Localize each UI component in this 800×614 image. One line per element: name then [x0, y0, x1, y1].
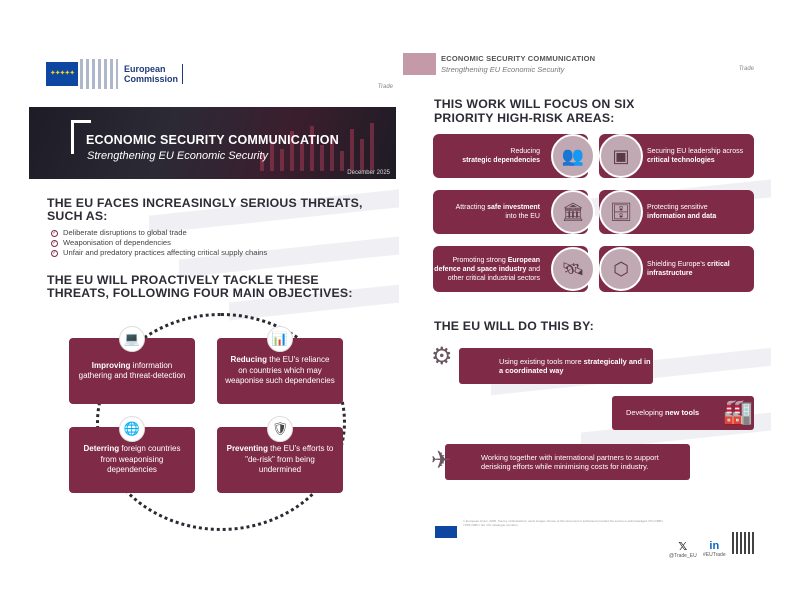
legal-footer: © European Union, 2025. Source of illustrations: stock images. Reuse of this document is authorised provided the source is acknowledged. Print ISBN / PDF ISBN / doi / KF catalogue numbers. — [463, 519, 663, 527]
area-text: Protecting sensitive — [647, 204, 708, 211]
logo-text-line-1: European — [124, 64, 166, 74]
objectives-heading-line-1: THE EU WILL PROACTIVELY TACKLE THESE — [47, 273, 319, 287]
x-handle: @Trade_EU — [669, 553, 697, 559]
linkedin-social-link[interactable] — [703, 540, 726, 558]
globe-icon: 🌐 — [119, 416, 145, 442]
list-item — [51, 248, 267, 258]
objective-text: foreign countries from weaponising dependencies — [100, 444, 181, 475]
partners-illustration-icon: ✈ — [431, 447, 452, 474]
threats-list — [51, 228, 267, 258]
area-bold: critical technologies — [647, 157, 715, 164]
objective-text: the EU's reliance on countries which may weaponise such dependencies — [225, 355, 335, 386]
x-social-link[interactable] — [669, 540, 697, 559]
action-card — [459, 348, 653, 384]
objective-text: information gathering and threat-detection — [78, 360, 186, 380]
area-text: Securing EU leadership across — [647, 148, 744, 155]
do-heading: THE EU WILL DO THIS BY: — [434, 319, 594, 333]
area-text: Shielding Europe's — [647, 261, 708, 268]
infrastructure-icon: ⬡ — [599, 247, 643, 291]
objectives-heading — [47, 274, 353, 300]
threat-text: Unfair and predatory practices affecting critical supply chains — [63, 248, 268, 257]
action-bold: new tools — [665, 408, 700, 418]
microchip-icon: ▣ — [599, 134, 643, 178]
objective-bold: Improving — [91, 360, 131, 370]
area-bold: critical infrastructure — [647, 261, 730, 277]
berlaymont-building-icon — [80, 59, 118, 89]
check-circle-icon: ✓ — [52, 229, 57, 236]
right-page — [401, 42, 771, 572]
area-text: Reducing — [510, 148, 540, 155]
eu-flag-icon: ✦✦✦✦✦ — [46, 62, 78, 86]
focus-heading-line-2: PRIORITY HIGH-RISK AREAS: — [434, 111, 615, 125]
objective-text: the EU's efforts to "de-risk" from being undermined — [245, 444, 334, 475]
objective-bold: Reducing — [230, 355, 267, 365]
european-commission-logo — [46, 59, 183, 89]
left-page — [29, 42, 399, 572]
threats-heading-line-1: THE EU FACES INCREASINGLY SERIOUS THREATS, — [47, 196, 363, 210]
satellite-icon: 🛰 — [551, 247, 595, 291]
area-text: and other critical industrial sectors — [447, 265, 540, 282]
x-logo-icon: 𝕏 — [678, 541, 688, 553]
linkedin-logo-icon: in — [709, 540, 720, 552]
hero-date: December 2025 — [347, 170, 390, 176]
area-bold: strategic dependencies — [462, 157, 540, 164]
area-bold: safe investment — [487, 204, 540, 211]
threat-text: Deliberate disruptions to global trade — [63, 228, 187, 237]
area-text: Promoting strong — [452, 256, 508, 264]
action-card — [445, 444, 690, 480]
threats-heading — [47, 197, 363, 223]
check-circle-icon: ✓ — [52, 239, 57, 246]
area-text: Attracting — [455, 204, 488, 211]
linkedin-handle: #EUTrade — [703, 552, 726, 558]
list-item — [51, 238, 267, 248]
area-bold: European defence and space industry — [434, 256, 540, 273]
action-bold: strategically and in a coordinated way — [499, 356, 651, 375]
header-accent-bar — [403, 53, 436, 75]
objective-bold: Preventing — [226, 444, 268, 454]
tools-illustration-icon: ⚙ — [431, 343, 453, 370]
focus-heading — [434, 97, 635, 125]
eu-logo-small-icon — [435, 526, 457, 538]
hero-banner — [29, 107, 396, 179]
focus-heading-line-1: THIS WORK WILL FOCUS ON SIX — [434, 97, 635, 111]
factory-illustration-icon: 🏭 — [723, 399, 753, 426]
hero-subtitle: Strengthening EU Economic Security — [87, 150, 268, 162]
area-bold: information and data — [647, 213, 717, 220]
chart-board-icon: 📊 — [267, 326, 293, 352]
logo-text-line-2: Commission — [124, 74, 179, 84]
action-text: Developing — [626, 408, 666, 418]
action-text: Working together with international partners to support derisking efforts while minimising costs for industry. — [481, 452, 659, 471]
action-text: Using existing tools more — [499, 356, 584, 366]
shield-hand-icon: 🛡 — [267, 416, 293, 442]
objectives-heading-line-2: THREATS, FOLLOWING FOUR MAIN OBJECTIVES: — [47, 286, 353, 300]
header-title: ECONOMIC SECURITY COMMUNICATION — [441, 54, 596, 63]
bank-icon: 🏛 — [551, 190, 595, 234]
objective-bold: Deterring — [83, 444, 120, 454]
list-item — [51, 228, 267, 238]
logo-text — [124, 64, 183, 84]
qr-code-icon[interactable] — [732, 532, 754, 554]
meeting-table-icon: 👥 — [551, 134, 595, 178]
header-subtitle: Strengthening EU Economic Security — [441, 65, 565, 74]
area-text: into the EU — [505, 213, 540, 220]
threat-text: Weaponisation of dependencies — [63, 238, 171, 247]
data-tower-icon: 🗄 — [599, 190, 643, 234]
trade-label: Trade — [738, 66, 754, 72]
check-circle-icon: ✓ — [52, 249, 57, 256]
laptop-icon: 💻 — [119, 326, 145, 352]
trade-label: Trade — [377, 84, 393, 90]
threats-heading-line-2: SUCH AS: — [47, 209, 108, 223]
hero-title: ECONOMIC SECURITY COMMUNICATION — [86, 133, 339, 147]
